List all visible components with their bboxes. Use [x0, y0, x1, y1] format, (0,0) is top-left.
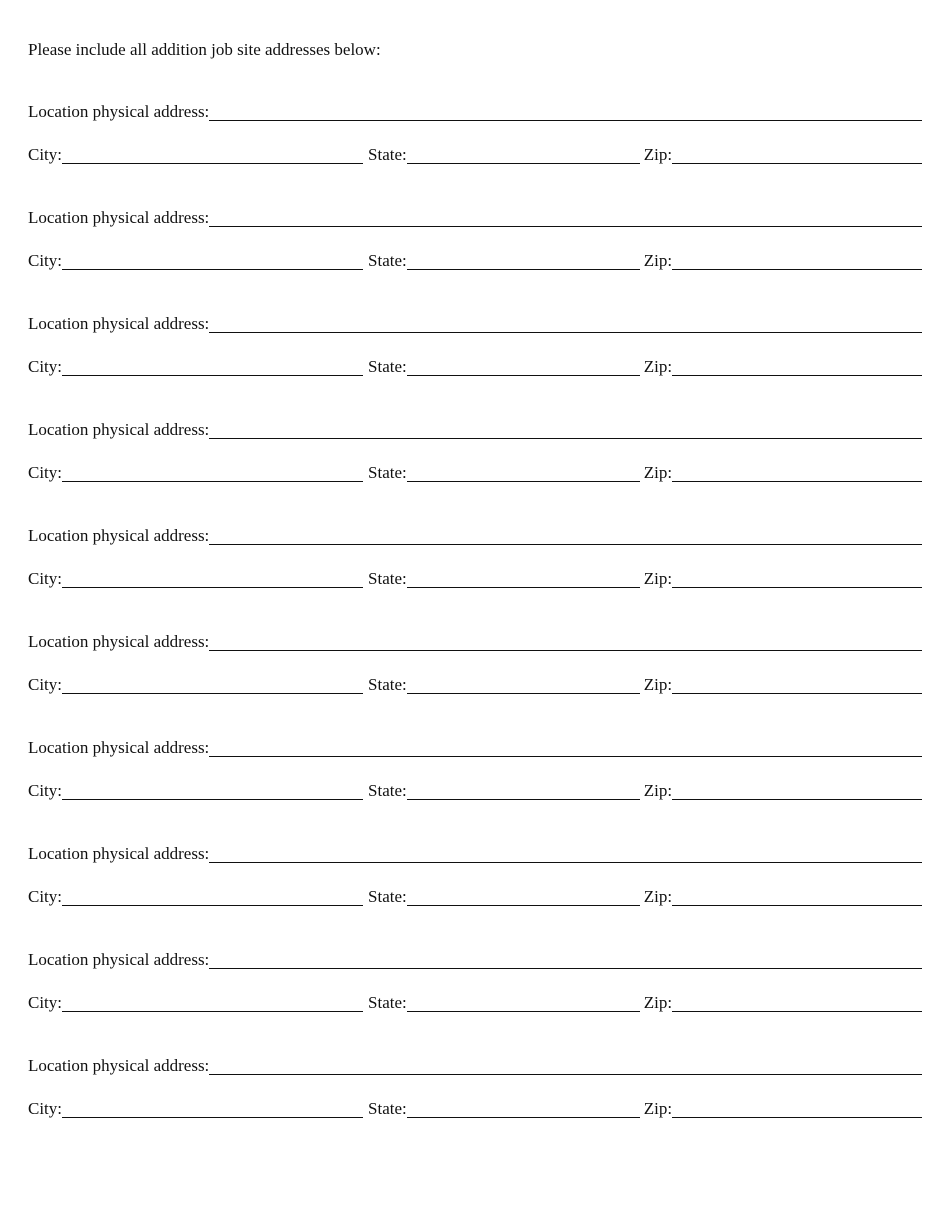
state-label: State: [368, 1099, 407, 1118]
state-field[interactable] [407, 1011, 640, 1012]
city-label: City: [28, 781, 63, 800]
zip-label: Zip: [643, 463, 673, 482]
city-state-zip-row [28, 357, 922, 377]
address-row [28, 314, 922, 334]
address-row [28, 208, 922, 228]
zip-field[interactable] [672, 693, 922, 694]
zip-field[interactable] [672, 481, 922, 482]
state-label: State: [368, 463, 407, 482]
city-state-zip-row [28, 675, 922, 695]
zip-field[interactable] [672, 1011, 922, 1012]
address-row [28, 738, 922, 758]
address-row [28, 950, 922, 970]
zip-field[interactable] [672, 375, 922, 376]
address-entry [28, 526, 922, 596]
city-label: City: [28, 251, 63, 270]
state-label: State: [368, 145, 407, 164]
address-label: Location physical address: [28, 632, 210, 651]
state-field[interactable] [407, 269, 640, 270]
city-field[interactable] [62, 481, 363, 482]
zip-field[interactable] [672, 269, 922, 270]
address-row [28, 526, 922, 546]
city-state-zip-row [28, 993, 922, 1013]
state-label: State: [368, 887, 407, 906]
city-label: City: [28, 463, 63, 482]
address-row [28, 1056, 922, 1076]
address-field[interactable] [209, 1074, 922, 1075]
state-field[interactable] [407, 375, 640, 376]
city-state-zip-row [28, 781, 922, 801]
zip-label: Zip: [643, 357, 673, 376]
address-entry [28, 208, 922, 278]
state-label: State: [368, 357, 407, 376]
address-entry [28, 738, 922, 808]
address-entry [28, 844, 922, 914]
zip-label: Zip: [643, 993, 673, 1012]
state-field[interactable] [407, 163, 640, 164]
city-state-zip-row [28, 251, 922, 271]
address-label: Location physical address: [28, 738, 210, 757]
state-label: State: [368, 781, 407, 800]
city-field[interactable] [62, 905, 363, 906]
address-row [28, 844, 922, 864]
address-field[interactable] [209, 332, 922, 333]
address-label: Location physical address: [28, 950, 210, 969]
zip-field[interactable] [672, 1117, 922, 1118]
city-field[interactable] [62, 799, 363, 800]
state-field[interactable] [407, 799, 640, 800]
city-label: City: [28, 569, 63, 588]
zip-label: Zip: [643, 887, 673, 906]
zip-field[interactable] [672, 905, 922, 906]
city-label: City: [28, 357, 63, 376]
address-entry [28, 1056, 922, 1126]
address-row [28, 102, 922, 122]
city-field[interactable] [62, 163, 363, 164]
zip-label: Zip: [643, 675, 673, 694]
address-entry [28, 102, 922, 172]
state-label: State: [368, 569, 407, 588]
address-field[interactable] [209, 438, 922, 439]
address-entry [28, 420, 922, 490]
address-row [28, 420, 922, 440]
state-label: State: [368, 993, 407, 1012]
city-field[interactable] [62, 1011, 363, 1012]
state-field[interactable] [407, 905, 640, 906]
address-entry [28, 632, 922, 702]
city-state-zip-row [28, 463, 922, 483]
city-field[interactable] [62, 375, 363, 376]
city-label: City: [28, 675, 63, 694]
address-field[interactable] [209, 968, 922, 969]
address-field[interactable] [209, 756, 922, 757]
address-label: Location physical address: [28, 208, 210, 227]
address-label: Location physical address: [28, 420, 210, 439]
city-label: City: [28, 145, 63, 164]
address-field[interactable] [209, 650, 922, 651]
address-field[interactable] [209, 226, 922, 227]
address-label: Location physical address: [28, 526, 210, 545]
address-field[interactable] [209, 120, 922, 121]
city-state-zip-row [28, 887, 922, 907]
zip-field[interactable] [672, 799, 922, 800]
address-entry [28, 314, 922, 384]
zip-field[interactable] [672, 163, 922, 164]
state-label: State: [368, 675, 407, 694]
city-state-zip-row [28, 569, 922, 589]
address-label: Location physical address: [28, 844, 210, 863]
zip-label: Zip: [643, 1099, 673, 1118]
city-field[interactable] [62, 269, 363, 270]
address-label: Location physical address: [28, 1056, 210, 1075]
address-field[interactable] [209, 862, 922, 863]
state-field[interactable] [407, 587, 640, 588]
state-label: State: [368, 251, 407, 270]
city-field[interactable] [62, 1117, 363, 1118]
zip-label: Zip: [643, 569, 673, 588]
zip-label: Zip: [643, 251, 673, 270]
zip-label: Zip: [643, 781, 673, 800]
city-label: City: [28, 993, 63, 1012]
address-label: Location physical address: [28, 314, 210, 333]
city-field[interactable] [62, 587, 363, 588]
state-field[interactable] [407, 481, 640, 482]
zip-label: Zip: [643, 145, 673, 164]
city-label: City: [28, 1099, 63, 1118]
zip-field[interactable] [672, 587, 922, 588]
city-label: City: [28, 887, 63, 906]
address-entry [28, 950, 922, 1020]
form-instructions: Please include all addition job site addresses below: [28, 40, 381, 59]
address-row [28, 632, 922, 652]
city-state-zip-row [28, 145, 922, 165]
state-field[interactable] [407, 1117, 640, 1118]
city-state-zip-row [28, 1099, 922, 1119]
address-label: Location physical address: [28, 102, 210, 121]
city-field[interactable] [62, 693, 363, 694]
address-field[interactable] [209, 544, 922, 545]
state-field[interactable] [407, 693, 640, 694]
